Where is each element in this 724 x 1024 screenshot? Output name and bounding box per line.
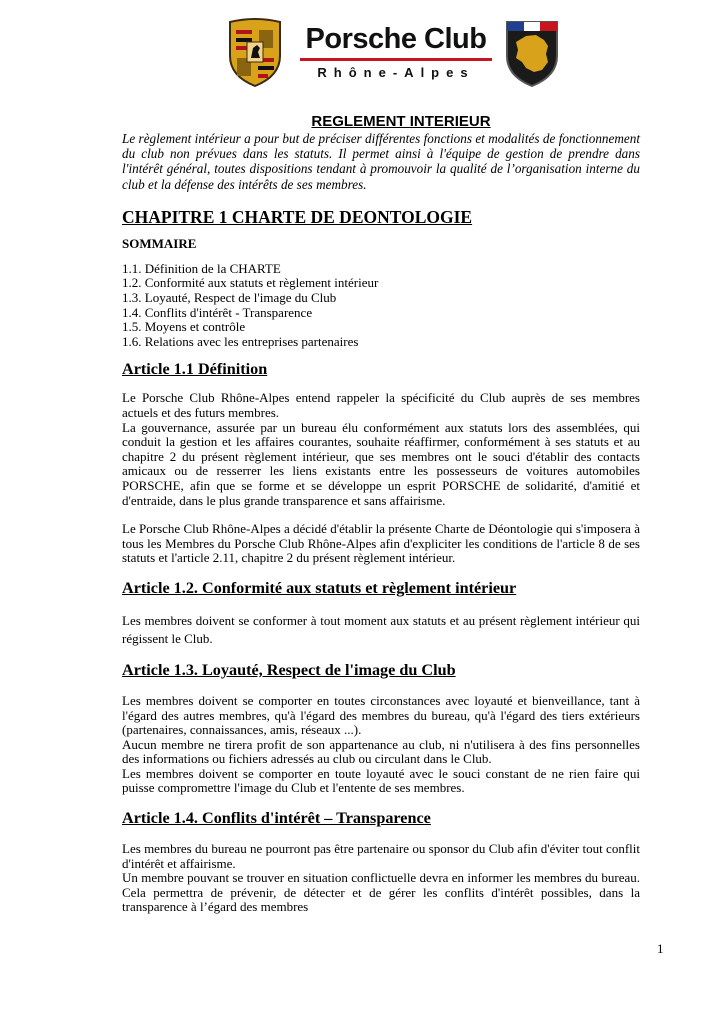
toc-item: 1.4. Conflits d'intérêt - Transparence bbox=[122, 304, 313, 320]
header-red-rule bbox=[300, 58, 492, 61]
porsche-crest-logo bbox=[226, 18, 284, 88]
article-1-2-heading: Article 1.2. Conformité aux statuts et règlement intérieur bbox=[122, 578, 517, 597]
sommaire-heading: SOMMAIRE bbox=[122, 235, 197, 251]
document-header bbox=[226, 18, 562, 90]
article-1-1-heading: Article 1.1 Définition bbox=[122, 360, 268, 379]
page-number: 1 bbox=[657, 941, 664, 956]
article-1-1-paragraph: Le Porsche Club Rhône-Alpes entend rappeler la spécificité du Club auprès de ses membres actuels et des futurs membres. bbox=[122, 390, 640, 420]
club-region: Rhône-Alpes bbox=[317, 65, 475, 80]
club-name: Porsche Club bbox=[305, 23, 487, 55]
article-1-3-heading: Article 1.3. Loyauté, Respect de l'image du Club bbox=[122, 660, 456, 679]
toc-item: 1.2. Conformité aux statuts et règlement intérieur bbox=[122, 275, 379, 291]
article-1-3-paragraph: Aucun membre ne tirera profit de son appartenance au club, ni n'utilisera à des fins personnelles des informations ou fichiers adressés au club ou circulant dans le Club. bbox=[122, 736, 640, 767]
article-1-4-paragraph: Les membres du bureau ne pourront pas être partenaire ou sponsor du Club afin d'éviter tout conflit d'intérêt et affairisme. bbox=[122, 841, 640, 871]
toc-item: 1.6. Relations avec les entreprises partenaires bbox=[122, 333, 359, 349]
article-1-1-paragraph: Le Porsche Club Rhône-Alpes a décidé d'établir la présente Charte de Déontologie qui s'imposera à tous les Membres du Porsche Club Rhône-Alpes afin d'expliciter les conditions de l'article 8 de ses statuts et l'article 2.11, chapitre 2 du présent règlement intérieur. bbox=[122, 521, 640, 566]
france-shield-logo bbox=[504, 18, 560, 88]
toc-item: 1.3. Loyauté, Respect de l'image du Club bbox=[122, 290, 337, 305]
article-1-1-paragraph: La gouvernance, assurée par un bureau élu conformément aux statuts lors des assemblées, qui conduit la gestion et les affaires courantes, souhaite réaffirmer, conformément à ses statuts et au chapitre 2 du présent règlement intérieur, que ses membres ont le souci d'établir des contacts amicaux ou de resserrer les liens existants entre les possesseurs de voitures automobiles PORSCHE, afin que se forme et se développe un esprit PORSCHE de solidarité, d'amitié et d'entraide, dans le plus grande transparence et sans affairisme. bbox=[122, 419, 640, 508]
toc-item: 1.5. Moyens et contrôle bbox=[122, 319, 246, 335]
article-1-4-paragraph: Un membre pouvant se trouver en situation conflictuelle devra en informer les membres du bureau. Cela permettra de prévenir, de détecter et de gérer les conflits d'intérêt possibles, dans la transparence à l’égard des membres bbox=[122, 870, 640, 915]
chapter-heading: CHAPITRE 1 CHARTE DE DEONTOLOGIE bbox=[122, 206, 473, 227]
intro-paragraph: Le règlement intérieur a pour but de préciser différentes fonctions et modalités de fonctionnement du club non prévues dans les statuts. Il permet ainsi à l'équipe de gestion de prendre dans l'intérêt général, toutes dispositions tendant à promouvoir la qualité de l’organisation interne du club et la défense des intérêts de ses membres. bbox=[122, 131, 640, 192]
toc-item: 1.1. Définition de la CHARTE bbox=[122, 260, 281, 276]
article-1-3-paragraph: Les membres doivent se comporter en toute loyauté avec le souci constant de ne rien faire qui puisse compromettre l'image du Club et l'entente de ses membres. bbox=[122, 765, 640, 796]
article-1-4-heading: Article 1.4. Conflits d'intérêt – Transparence bbox=[122, 809, 431, 828]
document-title: REGLEMENT INTERIEUR bbox=[311, 113, 491, 130]
article-1-2-paragraph: Les membres doivent se conformer à tout moment aux statuts et au présent règlement intérieur qui régissent le Club. bbox=[122, 612, 640, 646]
article-1-3-paragraph: Les membres doivent se comporter en toutes circonstances avec loyauté et bienveillance, tant à l'égard des autres membres, qu'à l'égard des membres du bureau, qu'à l'égard des tiers extérieurs (partenaires, connaissances, amis, réseaux ...). bbox=[122, 692, 640, 738]
table-of-contents bbox=[122, 262, 640, 350]
document-body bbox=[122, 113, 640, 915]
